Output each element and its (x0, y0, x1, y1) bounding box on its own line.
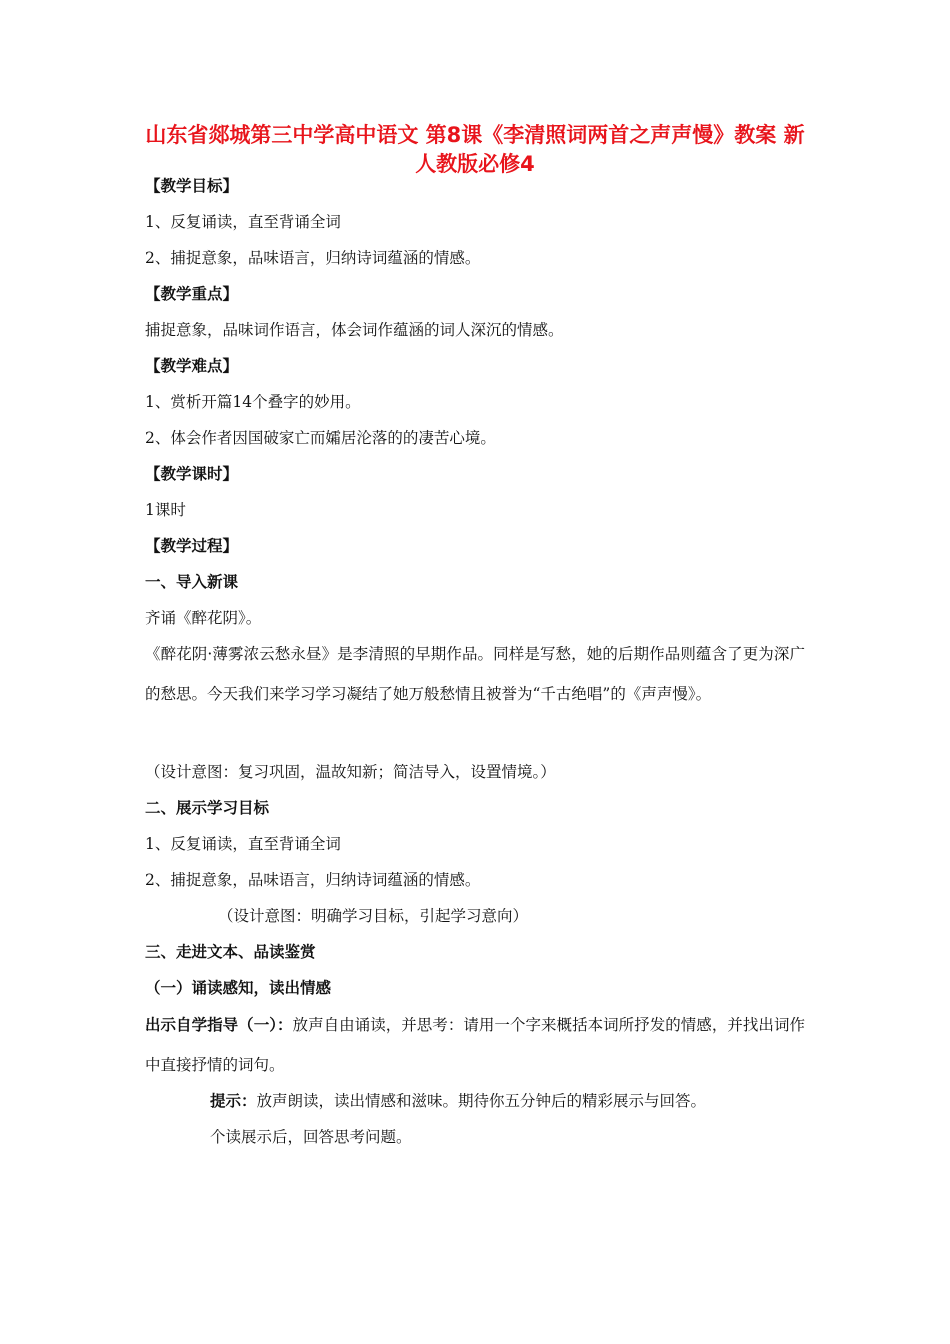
hours-heading: 【教学课时】 (145, 465, 239, 483)
process-heading: 【教学过程】 (145, 537, 239, 555)
guide-label: 出示自学指导（一）： (145, 1016, 293, 1034)
key-text: 捕捉意象，品味词作语言，体会词作蕴涵的词人深沉的情感。 (145, 321, 564, 339)
hint-text: 放声朗读，读出情感和滋味。期待你五分钟后的精彩展示与回答。 (256, 1092, 707, 1110)
part2-item-2: 2、捕捉意象，品味语言，归纳诗词蕴涵的情感。 (145, 871, 481, 889)
part1-heading: 一、导入新课 (145, 573, 239, 591)
difficulty-item-2: 2、体会作者因国破家亡而孀居沦落的的凄苦心境。 (145, 429, 496, 447)
difficulty-item-1: 1、赏析开篇14个叠字的妙用。 (145, 393, 361, 411)
hint-label: 提示： (210, 1092, 257, 1110)
document-title: 山东省郯城第三中学高中语文 第8课《李清照词两首之声声慢》教案 新人教版必修4 (145, 123, 805, 176)
key-heading: 【教学重点】 (145, 285, 239, 303)
hours-text: 1课时 (145, 501, 186, 519)
part1-line: 齐诵《醉花阴》。 (145, 609, 262, 627)
hint-line (210, 1090, 706, 1112)
part3-heading: 三、走进文本、品读鉴赏 (145, 943, 316, 961)
goal-item-2: 2、捕捉意象，品味语言，归纳诗词蕴涵的情感。 (145, 249, 481, 267)
after-text: 个读展示后，回答思考问题。 (210, 1128, 412, 1146)
guide-text: 放声自由诵读，并思考：请用一个字来概括本词所抒发的情感，并找出词作中直接抒情的词句。 (145, 1016, 805, 1074)
part2-note: （设计意图：明确学习目标，引起学习意向） (218, 907, 529, 925)
goals-heading: 【教学目标】 (145, 177, 239, 195)
difficulty-heading: 【教学难点】 (145, 357, 239, 375)
guide-paragraph (145, 1005, 805, 1085)
part2-heading: 二、展示学习目标 (145, 799, 270, 817)
part2-item-1: 1、反复诵读，直至背诵全词 (145, 835, 341, 853)
part1-note: （设计意图：复习巩固，温故知新；简洁导入，设置情境。） (145, 763, 556, 781)
part3-subheading: （一）诵读感知，读出情感 (145, 979, 332, 997)
part1-paragraph: 《醉花阴·薄雾浓云愁永昼》是李清照的早期作品。同样是写愁，她的后期作品则蕴含了更为深广的愁思。今天我们来学习学习凝结了她万般愁情且被誉为“千古绝唱”的《声声慢》。 (145, 645, 805, 703)
goal-item-1: 1、反复诵读，直至背诵全词 (145, 213, 341, 231)
